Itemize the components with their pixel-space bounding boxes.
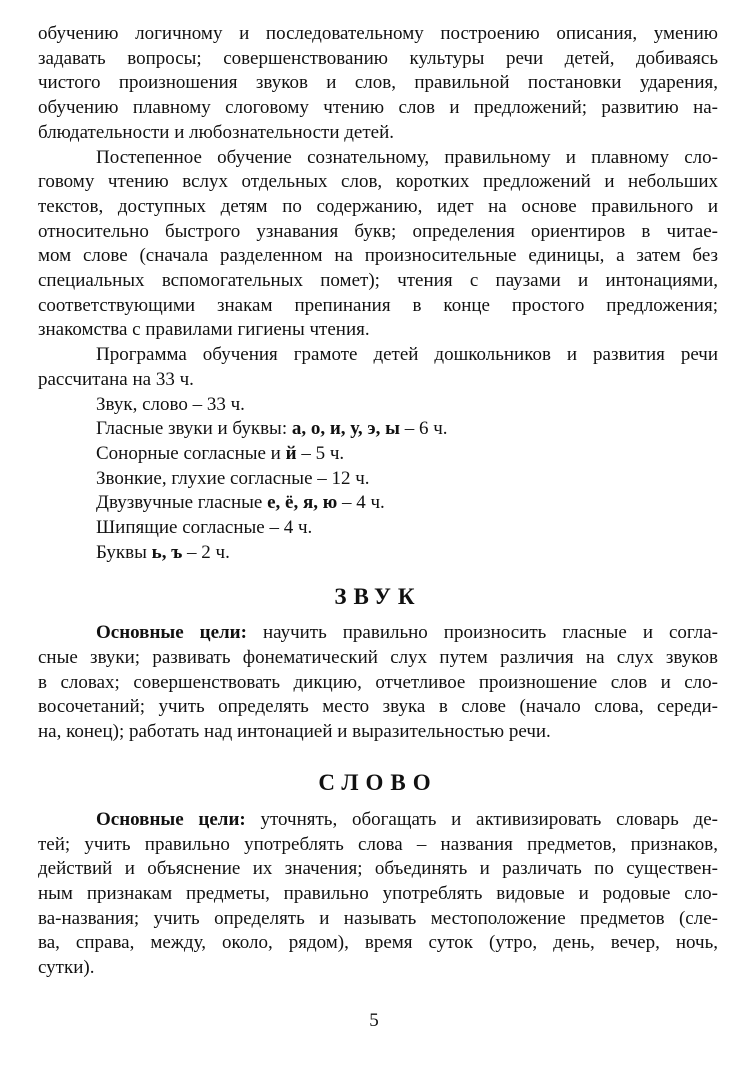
program-item	[38, 393, 718, 418]
text-line: действий и объяснение их значения; объединять и различать по существен-	[38, 858, 718, 880]
program-item-hours: – 2 ч.	[182, 541, 230, 563]
program-paragraph	[38, 343, 718, 392]
zvuk-goals-paragraph	[38, 621, 718, 745]
program-item-letters: е, ё, я, ю	[267, 492, 338, 514]
program-item-hours: – 6 ч.	[399, 418, 448, 440]
program-item	[38, 491, 718, 516]
text-line: ва, справа, между, около, рядом), время суток (утро, день, вечер, ночь,	[38, 932, 718, 954]
goals-label: Основные цели:	[96, 622, 247, 644]
text-line: ва-названия; учить определять и называть местоположение предметов (сле-	[38, 907, 718, 929]
text-line: ным признакам предметы, правильно употреблять видовые и родовые сло-	[38, 882, 718, 904]
program-item-text: Звонкие, глухие согласные – 12 ч.	[96, 467, 370, 489]
program-item	[38, 516, 718, 541]
program-item-letters: а, о, и, у, э, ы	[291, 418, 400, 440]
goals-label: Основные цели:	[96, 808, 246, 830]
text-line: сутки).	[38, 957, 95, 979]
text-line: Постепенное обучение сознательному, правильному и плавному сло-	[96, 146, 718, 168]
goals-text: научить правильно произносить гласные и согла-	[246, 622, 718, 644]
program-item	[38, 442, 718, 467]
text-line: говому чтению вслух отдельных слов, коротких предложений и небольших	[38, 171, 718, 193]
page-number: 5	[369, 1010, 379, 1031]
section-heading-zvuk: ЗВУК	[334, 584, 422, 610]
text-line: на, конец); работать над интонацией и выразительностью речи.	[38, 721, 551, 743]
document-page	[38, 22, 718, 981]
text-line: задавать вопросы; совершенствованию культуры речи детей, добиваясь	[38, 47, 718, 69]
program-hours-list	[38, 393, 718, 566]
text-line: рассчитана на 33 ч.	[38, 368, 194, 390]
intro-paragraph	[38, 22, 718, 146]
text-line: Программа обучения грамоте детей дошкольников и развития речи	[96, 344, 718, 366]
text-line: текстов, доступных детям по содержанию, идет на основе правильного и	[38, 195, 718, 217]
section-heading-slovo: СЛОВО	[318, 769, 438, 795]
program-item-text: Сонорные согласные и	[96, 442, 286, 464]
text-line	[38, 621, 718, 646]
text-line: в словах; совершенствовать дикцию, отчетливое произношение слов и сло-	[38, 671, 718, 693]
program-item-text: Звук, слово – 33 ч.	[96, 393, 245, 415]
program-item-text: Двузвучные гласные	[96, 492, 268, 514]
program-item-text: Шипящие согласные – 4 ч.	[96, 516, 313, 538]
program-item-hours: – 5 ч.	[296, 442, 345, 464]
program-item-letters: й	[285, 442, 297, 464]
text-line: блюдательности и любознательности детей.	[38, 121, 394, 143]
program-item	[38, 467, 718, 492]
text-line	[38, 808, 718, 833]
program-item-text: Гласные звуки и буквы:	[96, 418, 292, 440]
text-line: соответствующими знакам препинания в конце простого предложения;	[38, 294, 718, 316]
program-item	[38, 417, 718, 442]
program-item-hours: – 4 ч.	[337, 492, 385, 514]
goals-text: уточнять, обогащать и активизировать словарь де-	[245, 808, 718, 830]
text-line: обучению логичному и последовательному построению описания, умению	[38, 23, 718, 44]
text-line: восочетаний; учить определять место звука в слове (начало слова, середи-	[38, 696, 718, 718]
reading-paragraph	[38, 146, 718, 344]
slovo-goals-paragraph	[38, 808, 718, 981]
program-item-letters: ь, ъ	[151, 541, 183, 563]
text-line: мом слове (сначала разделенном на произносительные единицы, а затем без	[38, 245, 718, 267]
program-item	[38, 541, 718, 566]
text-line: тей; учить правильно употреблять слова – названия предметов, признаков,	[38, 833, 718, 855]
text-line: специальных вспомогательных помет); чтения с паузами и интонациями,	[38, 270, 718, 292]
text-line: знакомства с правилами гигиены чтения.	[38, 319, 370, 341]
text-line: обучению плавному слоговому чтению слов и предложений; развитию на-	[38, 97, 718, 119]
text-line: сные звуки; развивать фонематический слух путем различия на слух звуков	[38, 647, 718, 669]
text-line: чистого произношения звуков и слов, правильной постановки ударения,	[38, 72, 718, 94]
text-line: относительно быстрого узнавания букв; определения ориентиров в читае-	[38, 220, 718, 242]
program-item-text: Буквы	[96, 541, 152, 563]
